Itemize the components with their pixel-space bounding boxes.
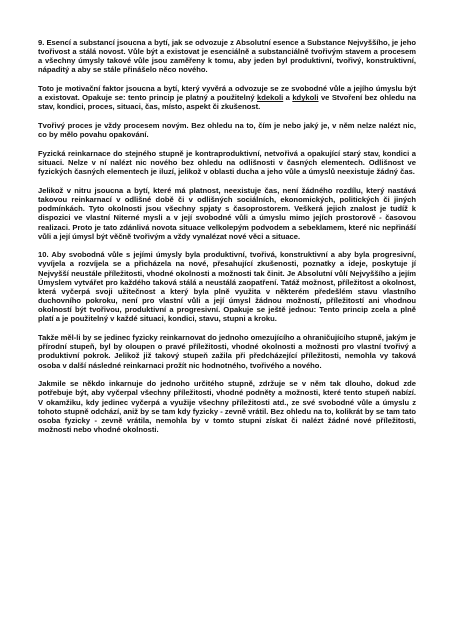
- paragraph-7: Takže měl-li by se jedinec fyzicky reinkarnovat do jednoho omezujícího a ohraničujícího stupně, jakým je přírodní stupeň, byl by oloupen o pravé příležitosti, vhodné okolnosti a možnosti pro vlastní tvořivý a produktivní pokrok. Jelikož již takový stupeň zažila při předcházející příležitosti, nemohla vy taková osoba v další následné reinkarnaci prožít nic hodnotného, tvořivého a nového.: [38, 333, 416, 370]
- paragraph-5: Jelikož v nitru jsoucna a bytí, které má platnost, neexistuje čas, není žádného rozdílu, který nastává takovou reinkarnací v odlišné době či v odlišných sociálních, ekonomických, politických či jiných podmínkách. Tyto okolnosti jsou všechny spjaty s časoprostorem. Veškerá jejich znalost je tudíž k dispozici ve vlastní Niterné mysli a v její svobodné vůli a úmyslu mimo jejích prostorově - časovou realizaci. Proto je tato zdánlivá novota situace velkolepým podvodem a sebeklamem, které nic nepřináší vůli a její úmysl být věčně tvořivým a vždy vynalézat nové věci a situace.: [38, 185, 416, 241]
- paragraph-2-text-mid: a: [283, 93, 293, 103]
- underlined-word-kdekoli: kdekoli: [257, 93, 284, 103]
- paragraph-2-text-start: Toto je motivační faktor jsoucna a bytí, který vyvěrá a odvozuje se ze svobodné vůle a jejího úmyslu být a existovat. Opakuje se: tento princip je platný a použitelný: [38, 84, 416, 103]
- paragraph-6: 10. Aby svobodná vůle s jejími úmysly byla produktivní, tvořivá, konstruktivní a aby byla progresivní, vyvíjela a rozvíjela se a přicházela na nové, přesahující zkušenosti, poznatky a ideje, poskytuje jí Nejvyšší neustále příležitosti, vhodné okolnosti a možnosti tak činit. Je Absolutní vůlí Nejvyššího a jejím Úmyslem vytvářet pro každého taková stálá a neustálá zaopatření. Tatáž možnost, příležitost a okolnost, která vyčerpá svoji užitečnost a který byla plně využita v některém předešlém stavu vlastního duchovního pokroku, není pro vlastní vůli a její úmysl žádnou možností, příležitostí ani vhodnou okolností být tvořivou, produktivní a progresivní. Opakuje se ještě jednou: Tento princip zcela a plně platí a je použitelný v každé situaci, kondici, stavu, stupni a kroku.: [38, 250, 416, 324]
- paragraph-1: 9. Esencí a substancí jsoucna a bytí, jak se odvozuje z Absolutní esence a Substance Nejvyššího, je jeho tvořivost a stálá novost. Vůle být a existovat je esenciálně a substanciálně tvořivým stavem a procesem a všechny úmysly takové vůle jsou zaměřeny k tomu, aby jeden byl produktivní, tvořivý, konstruktivní, nápaditý a aby se stále přinášelo něco nového.: [38, 38, 416, 75]
- document-page: [38, 38, 416, 444]
- underlined-word-kdykoli: kdykoli: [292, 93, 319, 103]
- paragraph-8: Jakmile se někdo inkarnuje do jednoho určitého stupně, zdržuje se v něm tak dlouho, dokud zde potřebuje být, aby vyčerpal všechny příležitosti, vhodné podněty a možnosti, které tento stupeň nabízí. V okamžiku, kdy jedinec vyčerpá a využije všechny příležitosti atd., ze své svobodné vůle a úmyslu z tohoto stupně odchází, aniž by se tam kdy fyzicky - zevně vrátil. Bez ohledu na to, kolikrát by se tam tato osoba fyzicky - zevně vrátila, nemohla by v tomto stupni získat či nalézt žádné nové příležitosti, možnosti nebo vhodné okolnosti.: [38, 379, 416, 434]
- paragraph-2: [38, 84, 416, 111]
- paragraph-4: Fyzická reinkarnace do stejného stupně je kontraproduktivní, netvořivá a opakující starý stav, kondici a situaci. Nelze v ní nalézt nic nového bez ohledu na odlišnosti v časných elementech. Odlišnost ve fyzických časných elementech je iluzí, jelikož v oblasti ducha a jeho vůle a úmyslů neexistuje žádný čas.: [38, 148, 416, 177]
- paragraph-3: Tvořivý proces je vždy procesem novým. Bez ohledu na to, čím je nebo jaký je, v něm nelze nalézt nic, co by mělo povahu opakování.: [38, 121, 416, 140]
- paragraph-2-text-end: ve Stvoření bez ohledu na stav, kondici, proces, situaci, čas, místo, aspekt či zkušenost.: [38, 93, 416, 112]
